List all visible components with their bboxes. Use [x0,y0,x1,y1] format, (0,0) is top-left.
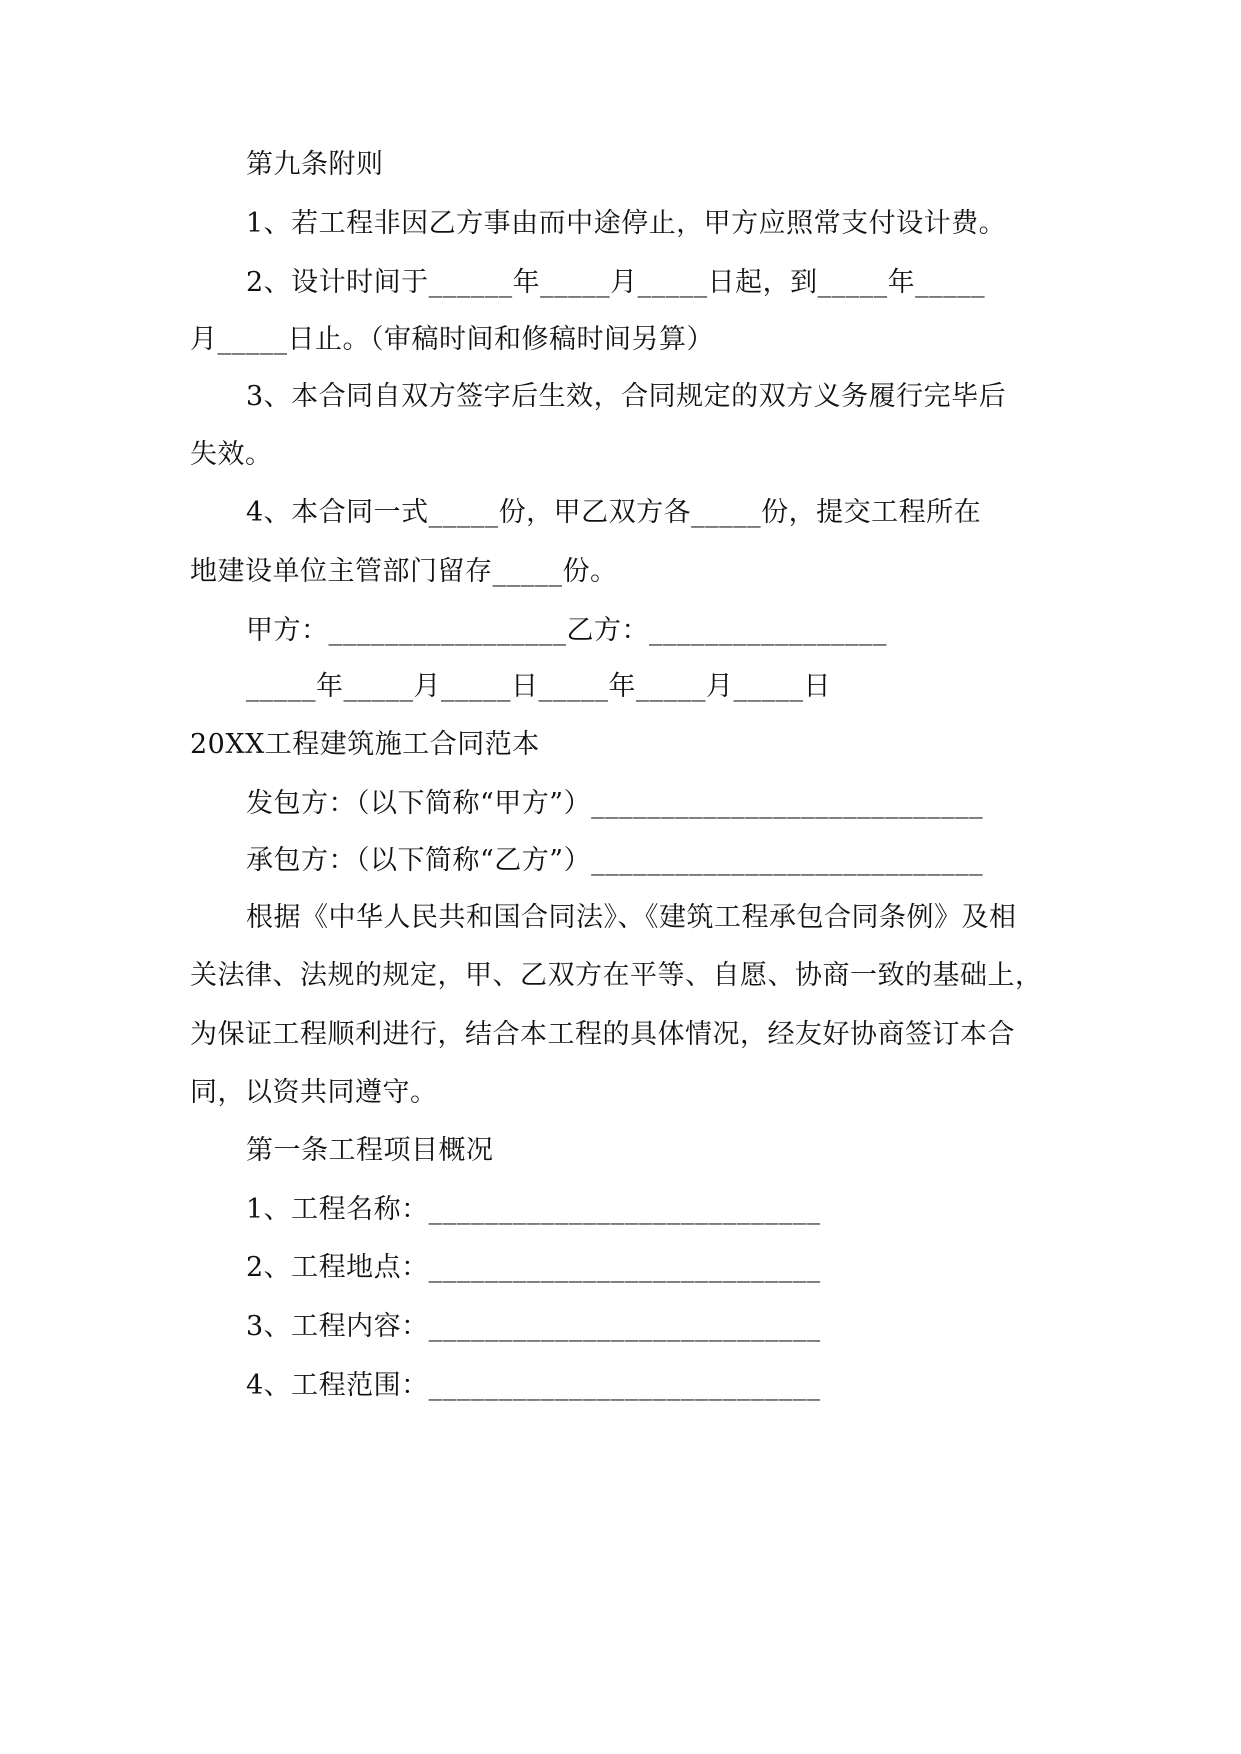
employer-line: 发包方：（以下简称“甲方”）____________________________ [246,788,984,819]
project-name-line: 1、工程名称：____________________________ [246,1194,821,1225]
clause-9-4-line-1: 4、本合同一式_____份，甲乙双方各_____份，提交工程所在 [246,497,982,528]
signature-parties: 甲方：_________________乙方：_________________ [246,615,887,646]
preamble-line-4: 同，以资共同遵守。 [190,1077,438,1108]
preamble-line-2: 关法律、法规的规定，甲、乙双方在平等、自愿、协商一致的基础上， [190,960,1043,991]
article-1-heading: 第一条工程项目概况 [246,1135,494,1166]
clause-9-3-line-1: 3、本合同自双方签字后生效，合同规定的双方义务履行完毕后 [246,381,1007,412]
clause-9-1: 1、若工程非因乙方事由而中途停止，甲方应照常支付设计费。 [246,208,1007,239]
clause-9-2-line-2: 月_____日止。（审稿时间和修稿时间另算） [190,324,714,355]
article-9-heading: 第九条附则 [246,149,384,180]
clause-9-4-line-2: 地建设单位主管部门留存_____份。 [190,556,618,587]
project-scope-line: 4、工程范围：____________________________ [246,1370,821,1401]
clause-9-3-line-2: 失效。 [190,439,273,470]
preamble-line-1: 根据《中华人民共和国合同法》、《建筑工程承包合同条例》及相 [246,902,1017,933]
contractor-line: 承包方：（以下简称“乙方”）____________________________ [246,845,984,876]
clause-9-2-line-1: 2、设计时间于______年_____月_____日起，到_____年_____ [246,267,986,298]
project-location-line: 2、工程地点：____________________________ [246,1252,821,1283]
preamble-line-3: 为保证工程顺利进行，结合本工程的具体情况，经友好协商签订本合 [190,1019,1015,1050]
contract-title: 20XX工程建筑施工合同范本 [190,729,540,760]
project-content-line: 3、工程内容：____________________________ [246,1311,821,1342]
signature-dates: _____年_____月_____日_____年_____月_____日 [246,671,831,702]
